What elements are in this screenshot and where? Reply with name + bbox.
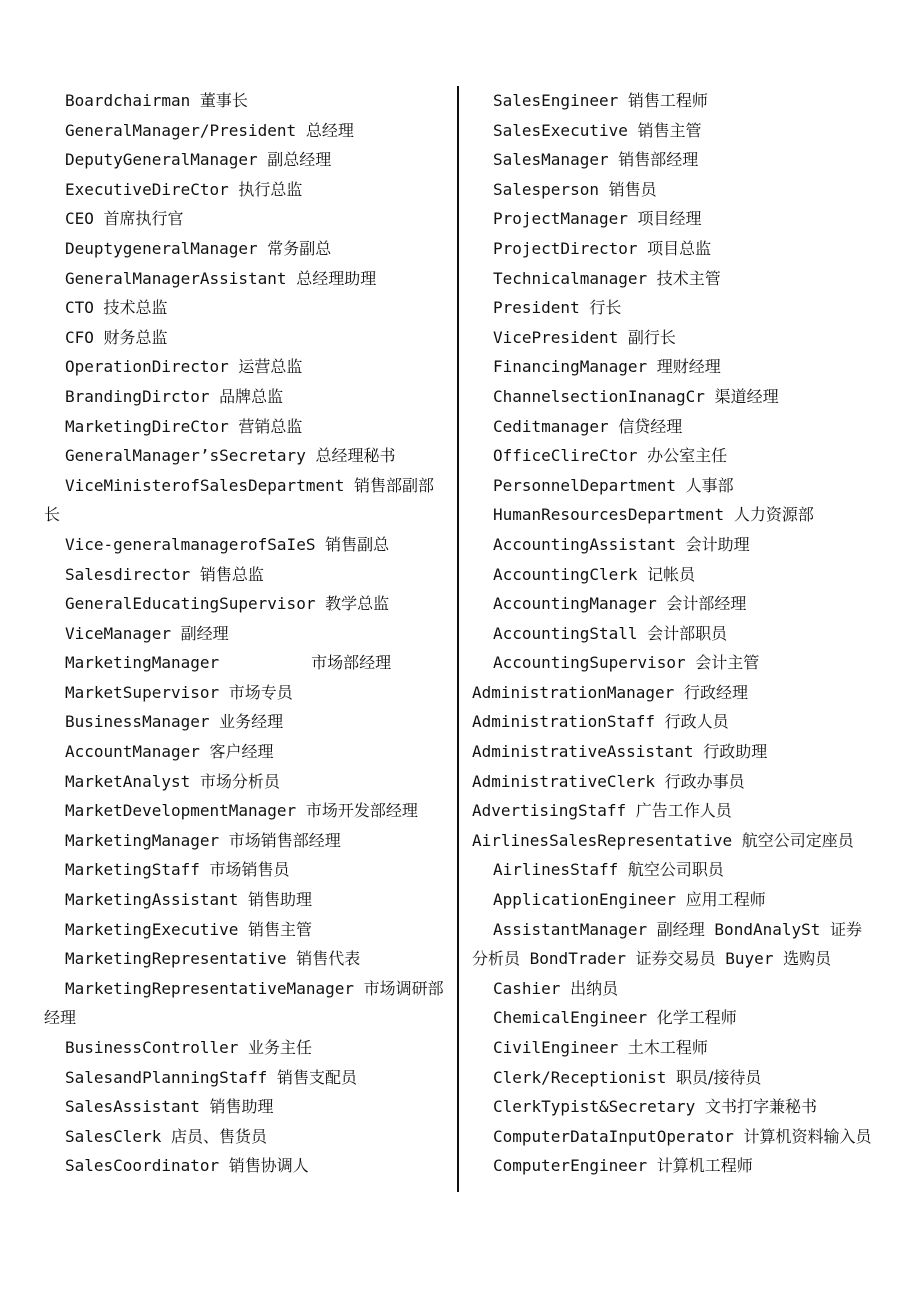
job-title-entry: BrandingDirctor 品牌总监 [65, 386, 284, 406]
job-title-entry: CFO 财务总监 [65, 327, 168, 347]
job-title-entry: GeneralManager’sSecretary 总经理秘书 [65, 446, 396, 466]
job-title-entry: AdvertisingStaff 广告工作人员 [472, 801, 732, 821]
job-title-entry: AirlinesStaff 航空公司职员 [493, 860, 724, 880]
job-title-entry: Ceditmanager 信贷经理 [493, 416, 683, 436]
job-title-entry: MarketingManager 市场销售部经理 [65, 830, 341, 850]
job-title-entry: AccountingSupervisor 会计主管 [493, 653, 760, 673]
job-title-entry: FinancingManager 理财经理 [493, 357, 721, 377]
job-title-entry: MarketingAssistant 销售助理 [65, 890, 313, 910]
column-divider [457, 86, 459, 1192]
job-title-entry: GeneralEducatingSupervisor 教学总监 [65, 594, 390, 614]
job-title-entry: MarketDevelopmentManager 市场开发部经理 [65, 801, 418, 821]
job-title-entry: Salesperson 销售员 [493, 179, 657, 199]
job-title-entry: DeputyGeneralManager 副总经理 [65, 150, 332, 170]
job-title-entry: ViceMinisterofSalesDepartment 销售部副部长 [44, 475, 435, 525]
job-title-entry: AccountingClerk 记帐员 [493, 564, 696, 584]
left-column [44, 86, 446, 1181]
job-title-entry: AccountManager 客户经理 [65, 742, 274, 762]
job-title-entry: Cashier 出纳员 [493, 978, 619, 998]
job-title-entry: President 行长 [493, 298, 622, 318]
job-title-entry: SalesClerk 店员、售货员 [65, 1126, 267, 1146]
job-title-entry: AccountingStall 会计部职员 [493, 623, 728, 643]
job-title-entry: MarketAnalyst 市场分析员 [65, 771, 280, 791]
job-title-entry: AdministrationManager 行政经理 [472, 682, 748, 702]
job-title-entry: HumanResourcesDepartment 人力资源部 [493, 505, 814, 525]
job-title-entry: ProjectDirector 项目总监 [493, 238, 712, 258]
job-title-entry: Boardchairman 董事长 [65, 91, 248, 110]
job-title-entry: MarketingManager 市场部经理 [65, 653, 392, 673]
job-title-entry: VicePresident 副行长 [493, 327, 676, 347]
job-title-entry: OperationDirector 运营总监 [65, 357, 303, 377]
job-title-entry: SalesAssistant 销售助理 [65, 1097, 274, 1117]
job-title-entry: MarketingRepresentativeManager 市场调研部经理 [44, 978, 444, 1028]
job-title-entry: Vice-generalmanagerofSaIeS 销售副总 [65, 534, 390, 554]
right-column [472, 86, 872, 1181]
job-title-entry: BusinessController 业务主任 [65, 1038, 313, 1057]
job-title-entry: ProjectManager 项目经理 [493, 209, 702, 229]
job-title-entry: ClerkTypist&Secretary 文书打字兼秘书 [493, 1097, 817, 1117]
job-title-entry: AirlinesSalesRepresentative 航空公司定座员 [472, 830, 854, 850]
job-title-entry: CEO 首席执行官 [65, 209, 184, 229]
job-title-entry: CTO 技术总监 [65, 298, 168, 318]
job-title-entry: AccountingManager 会计部经理 [493, 594, 747, 614]
job-title-entry: GeneralManager/President 总经理 [65, 120, 354, 140]
job-title-entry: SalesExecutive 销售主管 [493, 120, 702, 140]
job-title-entry: AdministrativeAssistant 行政助理 [472, 742, 768, 762]
job-title-entry: ChannelsectionInanagCr 渠道经理 [493, 386, 779, 406]
job-title-entry: SalesEngineer 销售工程师 [493, 91, 708, 110]
job-title-entry: MarketingDireCtor 营销总监 [65, 416, 303, 436]
job-title-entry: ChemicalEngineer 化学工程师 [493, 1008, 737, 1028]
job-title-entry: ComputerEngineer 计算机工程师 [493, 1156, 753, 1176]
job-title-entry: ViceManager 副经理 [65, 623, 229, 643]
job-title-entry: MarketingExecutive 销售主管 [65, 919, 313, 939]
job-title-entry: MarketingRepresentative 销售代表 [65, 949, 361, 969]
job-title-entry: SalesCoordinator 销售协调人 [65, 1156, 309, 1176]
job-title-entry: MarketingStaff 市场销售员 [65, 860, 290, 880]
job-title-entry: AdministrationStaff 行政人员 [472, 712, 729, 732]
job-title-entry: Clerk/Receptionist 职员/接待员 [493, 1067, 762, 1087]
job-title-entry: ApplicationEngineer 应用工程师 [493, 890, 766, 910]
job-title-entry: OfficeClireCtor 办公室主任 [493, 446, 728, 466]
job-title-entry: GeneralManagerAssistant 总经理助理 [65, 268, 377, 288]
job-title-entry: ComputerDataInputOperator 计算机资料输入员 [493, 1126, 872, 1146]
job-title-entry: SalesandPlanningStaff 销售支配员 [65, 1067, 357, 1087]
job-title-entry-combined: AssistantManager 副经理 BondAnalySt 证券分析员 BondTrader 证券交易员 Buyer 选购员 [472, 919, 863, 969]
job-title-entry: DeuptygeneralManager 常务副总 [65, 238, 332, 258]
job-title-entry: Salesdirector 销售总监 [65, 564, 264, 584]
job-title-entry: BusinessManager 业务经理 [65, 712, 284, 732]
job-title-entry: AccountingAssistant 会计助理 [493, 534, 750, 554]
job-title-entry: Technicalmanager 技术主管 [493, 268, 721, 288]
job-title-entry: CivilEngineer 土木工程师 [493, 1038, 708, 1057]
job-title-entry: SalesManager 销售部经理 [493, 150, 699, 170]
job-title-entry: AdministrativeClerk 行政办事员 [472, 771, 745, 791]
job-title-entry: ExecutiveDireCtor 执行总监 [65, 179, 303, 199]
job-title-entry: MarketSupervisor 市场专员 [65, 682, 293, 702]
job-title-entry: PersonnelDepartment 人事部 [493, 475, 734, 495]
